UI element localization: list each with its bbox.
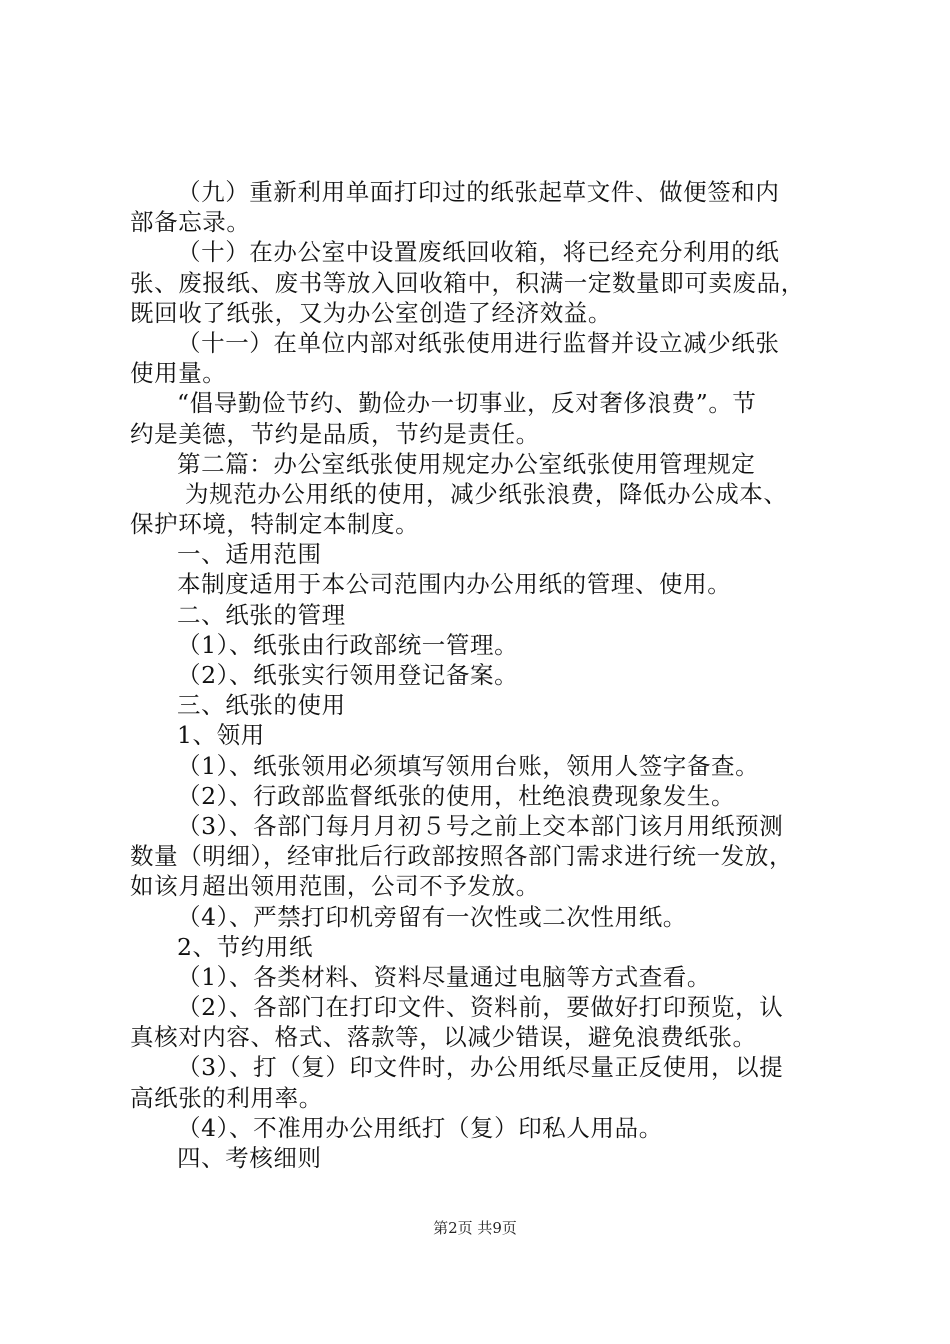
paragraph-line: 本制度适用于本公司范围内办公用纸的管理、使用。	[177, 570, 732, 599]
paragraph-line: 既回收了纸张，又为办公室创造了经济效益。	[130, 298, 612, 327]
page-footer	[0, 1217, 950, 1238]
paragraph-line: （九）重新利用单面打印过的纸张起草文件、做便签和内	[177, 178, 780, 206]
paragraph-line: 约是美德，节约是品质，节约是责任。	[130, 419, 540, 448]
paragraph-line: 为规范办公用纸的使用，减少纸张浪费，降低办公成本、	[185, 479, 788, 508]
paragraph-line: （十一）在单位内部对纸张使用进行监督并设立减少纸张	[177, 328, 780, 357]
paragraph-line: “倡导勤俭节约、勤俭办一切事业，反对奢侈浪费”。节	[177, 389, 757, 418]
paragraph-line: 数量（明细），经审批后行政部按照各部门需求进行统一发放，	[130, 842, 794, 871]
paragraph-line: （2）、各部门在打印文件、资料前，要做好打印预览，认	[177, 993, 784, 1022]
section-heading: 二、纸张的管理	[177, 600, 346, 629]
subsection-heading: 1、领用	[177, 721, 265, 750]
paragraph-line: 高纸张的利用率。	[130, 1083, 323, 1112]
section-heading: 一、适用范围	[177, 540, 322, 569]
paragraph-line: （2）、纸张实行领用登记备案。	[177, 661, 519, 689]
paragraph-line: （1）、各类材料、资料尽量通过电脑等方式查看。	[177, 962, 712, 991]
paragraph-line: 张、废报纸、废书等放入回收箱中，积满一定数量即可卖废品，	[130, 268, 805, 297]
paragraph-line: （4）、不准用办公用纸打（复）印私人用品。	[177, 1113, 663, 1142]
paragraph-line: （十）在办公室中设置废纸回收箱，将已经充分利用的纸	[177, 238, 780, 267]
paragraph-line: （3）、各部门每月月初５号之前上交本部门该月用纸预测	[177, 811, 784, 840]
section-heading: 三、纸张的使用	[177, 691, 346, 720]
paragraph-line: 部备忘录。	[130, 208, 251, 237]
section-heading: 第二篇：办公室纸张使用规定办公室纸张使用管理规定	[177, 449, 756, 478]
page-number-label: 第2页 共9页	[433, 1219, 517, 1237]
document-body	[130, 177, 830, 1173]
subsection-heading: 2、节约用纸	[177, 932, 314, 961]
section-heading: 四、考核细则	[177, 1144, 322, 1172]
paragraph-line: （3）、打（复）印文件时，办公用纸尽量正反使用，以提	[177, 1053, 784, 1082]
paragraph-line: 保护环境，特制定本制度。	[130, 510, 420, 539]
paragraph-line: （2）、行政部监督纸张的使用，杜绝浪费现象发生。	[177, 781, 736, 810]
paragraph-line: （1）、纸张领用必须填写领用台账，领用人签字备查。	[177, 751, 760, 780]
paragraph-line: （1）、纸张由行政部统一管理。	[177, 630, 519, 659]
paragraph-line: 真核对内容、格式、落款等，以减少错误，避免浪费纸张。	[130, 1023, 757, 1052]
paragraph-line: （4）、严禁打印机旁留有一次性或二次性用纸。	[177, 902, 687, 931]
paragraph-line: 如该月超出领用范围，公司不予发放。	[130, 872, 540, 901]
paragraph-line: 使用量。	[130, 359, 227, 388]
